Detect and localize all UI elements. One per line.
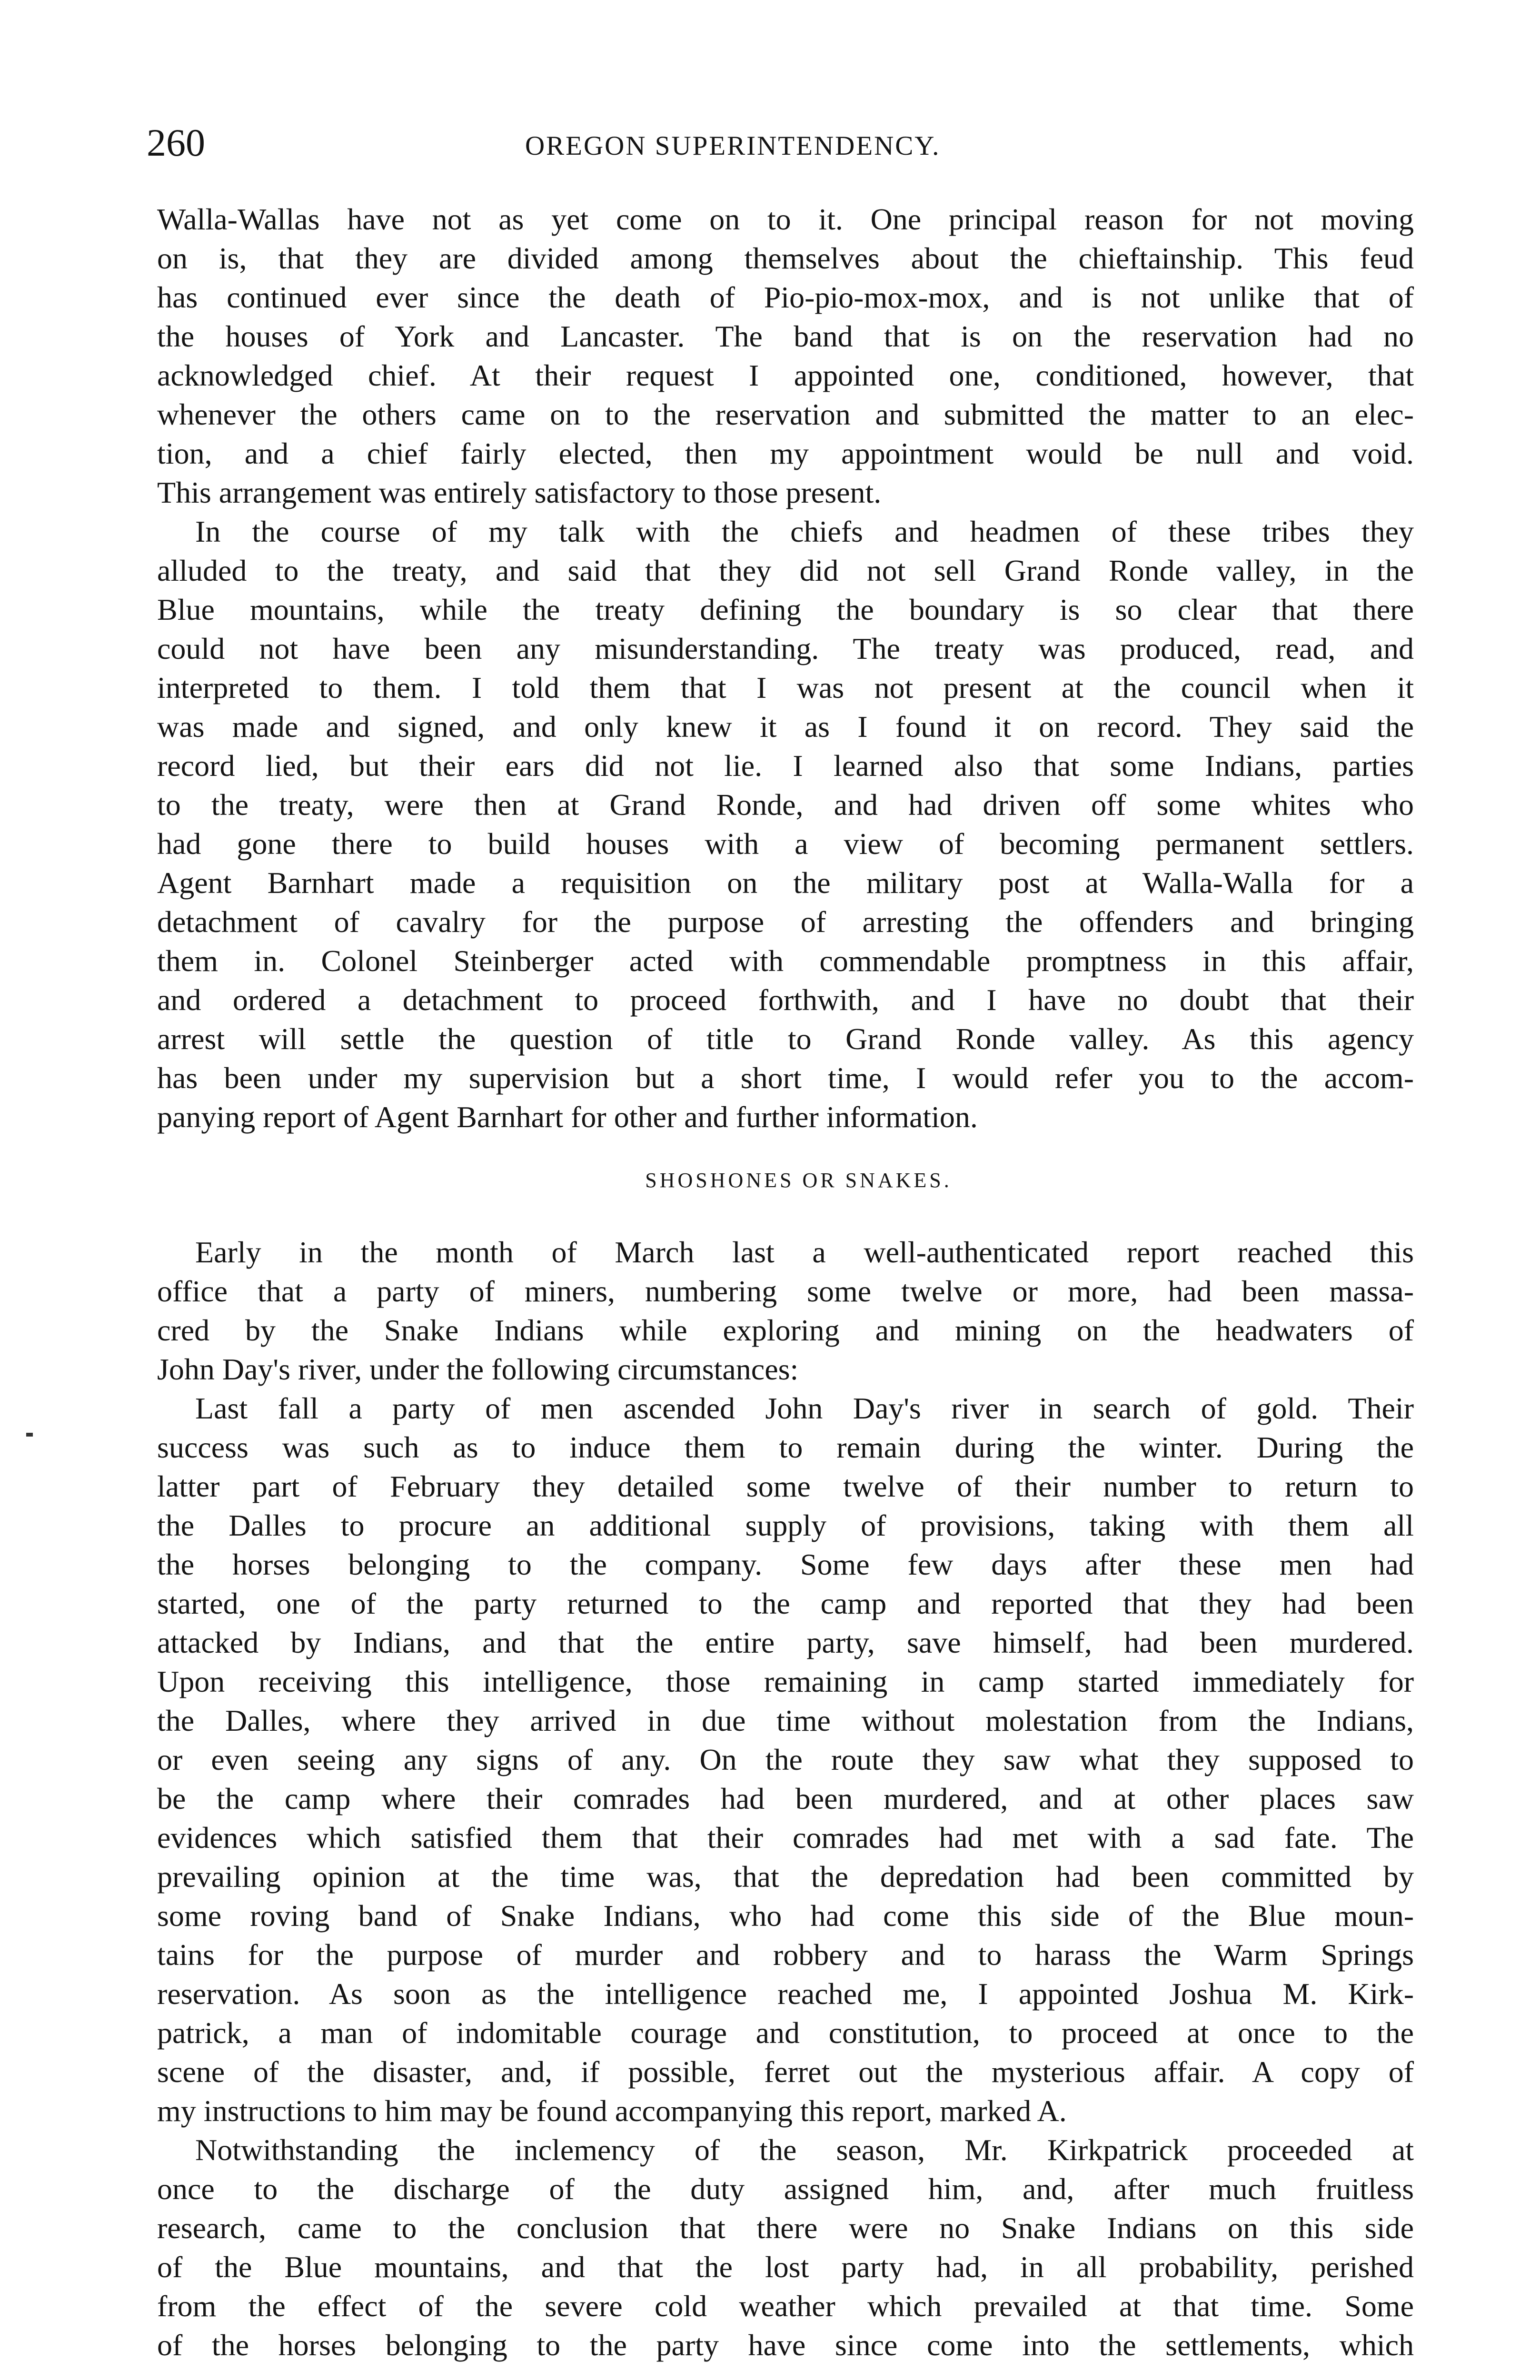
text-line: whenever the others came on to the reservation and submitted the matter to an elec- — [157, 397, 1414, 431]
text-line: prevailing opinion at the time was, that the depredation had been committed by — [157, 1860, 1414, 1894]
text-line: them in. Colonel Steinberger acted with commendable promptness in this affair, — [157, 944, 1414, 978]
text-line: the Dalles to procure an additional supply of provisions, taking with them all — [157, 1508, 1414, 1542]
text-line: the houses of York and Lancaster. The band that is on the reservation had no — [157, 319, 1414, 353]
text-line: panying report of Agent Barnhart for other and further information. — [157, 1100, 978, 1134]
text-line: reservation. As soon as the intelligence reached me, I appointed Joshua M. Kirk- — [157, 1977, 1414, 2011]
text-line: interpreted to them. I told them that I was not present at the council when it — [157, 671, 1414, 704]
scan-mark — [26, 1433, 33, 1437]
text-line: Blue mountains, while the treaty defining the boundary is so clear that there — [157, 593, 1414, 626]
page-number: 260 — [147, 121, 205, 164]
text-line: was made and signed, and only knew it as I found it on record. They said the — [157, 710, 1414, 744]
text-line: some roving band of Snake Indians, who had come this side of the Blue moun- — [157, 1899, 1414, 1933]
paragraph-3 — [157, 1233, 1414, 1389]
text-line: office that a party of miners, numbering some twelve or more, had been massa- — [157, 1274, 1414, 1308]
text-line: from the effect of the severe cold weather which prevailed at that time. Some — [157, 2289, 1414, 2323]
text-line: Notwithstanding the inclemency of the season, Mr. Kirkpatrick proceeded at — [195, 2133, 1414, 2167]
text-line: my instructions to him may be found accompanying this report, marked A. — [157, 2094, 1067, 2128]
text-line: be the camp where their comrades had been murdered, and at other places saw — [157, 1782, 1414, 1815]
text-line: arrest will settle the question of title to Grand Ronde valley. As this agency — [157, 1022, 1414, 1056]
text-line: once to the discharge of the duty assigned him, and, after much fruitless — [157, 2172, 1414, 2206]
text-line: on is, that they are divided among themselves about the chieftainship. This feud — [157, 241, 1414, 275]
text-line: and ordered a detachment to proceed forthwith, and I have no doubt that their — [157, 983, 1414, 1017]
text-line: Last fall a party of men ascended John Day's river in search of gold. Their — [195, 1391, 1414, 1425]
text-line: evidences which satisfied them that their comrades had met with a sad fate. The — [157, 1821, 1414, 1854]
text-line: Upon receiving this intelligence, those remaining in camp started immediately for — [157, 1665, 1414, 1698]
text-line: could not have been any misunderstanding. The treaty was produced, read, and — [157, 632, 1414, 665]
text-line: John Day's river, under the following circumstances: — [157, 1352, 799, 1386]
text-line: tains for the purpose of murder and robbery and to harass the Warm Springs — [157, 1938, 1414, 1972]
text-line: attacked by Indians, and that the entire party, save himself, had been murdered. — [157, 1626, 1414, 1659]
text-line: patrick, a man of indomitable courage and constitution, to proceed at once to the — [157, 2016, 1414, 2050]
text-line: cred by the Snake Indians while exploring and mining on the headwaters of — [157, 1313, 1414, 1347]
text-line: has continued ever since the death of Pio-pio-mox-mox, and is not unlike that of — [157, 280, 1414, 314]
text-line: Walla-Wallas have not as yet come on to it. One principal reason for not moving — [157, 202, 1414, 236]
text-line: alluded to the treaty, and said that they did not sell Grand Ronde valley, in the — [157, 554, 1414, 587]
text-line: latter part of February they detailed some twelve of their number to return to — [157, 1469, 1414, 1503]
paragraph-4 — [157, 1389, 1414, 2131]
paragraph-2 — [157, 512, 1414, 1137]
text-line: research, came to the conclusion that there were no Snake Indians on this side — [157, 2211, 1414, 2245]
text-line: scene of the disaster, and, if possible, ferret out the mysterious affair. A copy of — [157, 2055, 1414, 2089]
text-line: of the Blue mountains, and that the lost party had, in all probability, perished — [157, 2250, 1414, 2284]
page-header — [147, 117, 1432, 169]
running-head: OREGON SUPERINTENDENCY. — [525, 131, 941, 161]
section-heading: SHOSHONES OR SNAKES. — [645, 1169, 952, 1192]
text-line: started, one of the party returned to the camp and reported that they had been — [157, 1587, 1414, 1620]
text-line: success was such as to induce them to remain during the winter. During the — [157, 1430, 1414, 1464]
text-line: Early in the month of March last a well-authenticated report reached this — [195, 1235, 1414, 1269]
text-line: Agent Barnhart made a requisition on the military post at Walla-Walla for a — [157, 866, 1414, 900]
text-line: the horses belonging to the company. Some few days after these men had — [157, 1547, 1414, 1581]
text-line: or even seeing any signs of any. On the route they saw what they supposed to — [157, 1743, 1414, 1776]
text-line: acknowledged chief. At their request I appointed one, conditioned, however, that — [157, 358, 1414, 392]
text-line: to the treaty, were then at Grand Ronde, and had driven off some whites who — [157, 788, 1414, 822]
paragraph-5 — [157, 2131, 1414, 2365]
text-line: the Dalles, where they arrived in due time without molestation from the Indians, — [157, 1704, 1414, 1737]
text-line: detachment of cavalry for the purpose of arresting the offenders and bringing — [157, 905, 1414, 939]
text-line: had gone there to build houses with a view of becoming permanent settlers. — [157, 827, 1414, 861]
text-line: has been under my supervision but a short time, I would refer you to the accom- — [157, 1061, 1414, 1095]
text-line: record lied, but their ears did not lie. I learned also that some Indians, parties — [157, 749, 1414, 783]
paragraph-1 — [157, 200, 1414, 512]
text-line: This arrangement was entirely satisfactory to those present. — [157, 476, 882, 509]
text-line: of the horses belonging to the party have since come into the settlements, which — [157, 2328, 1414, 2362]
text-line: In the course of my talk with the chiefs and headmen of these tribes they — [195, 515, 1414, 548]
text-line: tion, and a chief fairly elected, then my appointment would be null and void. — [157, 436, 1414, 470]
